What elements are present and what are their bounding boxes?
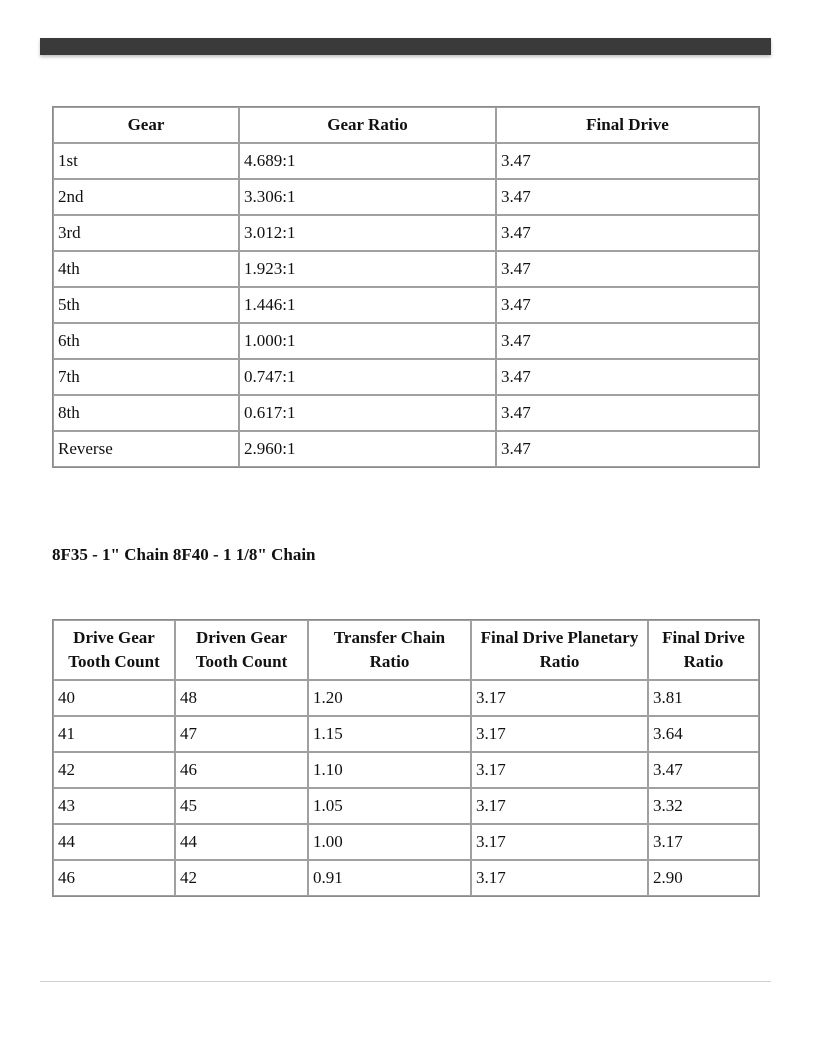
column-header-final-drive-planetary [471,620,648,680]
table-row [53,179,759,215]
cell-gear-ratio: 3.306:1 [239,179,496,215]
header-line: Final Drive [662,628,745,647]
header-line: Tooth Count [195,652,288,671]
table-header-row [53,107,759,143]
header-line: Final Drive Planetary [480,628,639,647]
cell-final-drive-ratio: 2.90 [648,860,759,896]
column-header-driven-gear [175,620,308,680]
cell-drive-gear: 44 [53,824,175,860]
column-header-drive-gear [53,620,175,680]
cell-planetary-ratio: 3.17 [471,860,648,896]
cell-final-drive-ratio: 3.81 [648,680,759,716]
cell-final-drive: 3.47 [496,359,759,395]
section-heading: 8F35 - 1" Chain 8F40 - 1 1/8" Chain [52,545,316,564]
cell-gear: 1st [53,143,239,179]
cell-drive-gear: 43 [53,788,175,824]
cell-gear-ratio: 0.747:1 [239,359,496,395]
header-bar [40,38,771,55]
header-line: Tooth Count [68,652,160,671]
cell-final-drive: 3.47 [496,431,759,467]
cell-final-drive-ratio: 3.64 [648,716,759,752]
table-row [53,788,759,824]
cell-final-drive-ratio: 3.32 [648,788,759,824]
header-line: Driven Gear [195,628,288,647]
table-row [53,323,759,359]
cell-final-drive-ratio: 3.47 [648,752,759,788]
cell-driven-gear: 44 [175,824,308,860]
cell-gear: 2nd [53,179,239,215]
cell-drive-gear: 41 [53,716,175,752]
cell-gear-ratio: 1.000:1 [239,323,496,359]
table-row [53,824,759,860]
table-row [53,716,759,752]
cell-drive-gear: 40 [53,680,175,716]
cell-final-drive: 3.47 [496,215,759,251]
cell-planetary-ratio: 3.17 [471,680,648,716]
cell-planetary-ratio: 3.17 [471,716,648,752]
column-header-final-drive-ratio [648,620,759,680]
cell-gear: 7th [53,359,239,395]
cell-planetary-ratio: 3.17 [471,824,648,860]
cell-gear-ratio: 2.960:1 [239,431,496,467]
cell-drive-gear: 46 [53,860,175,896]
cell-driven-gear: 48 [175,680,308,716]
table-row [53,431,759,467]
cell-driven-gear: 45 [175,788,308,824]
header-line: Ratio [539,652,580,671]
header-line: Ratio [369,652,410,671]
cell-transfer-chain: 1.20 [308,680,471,716]
column-header-final-drive: Final Drive [496,107,759,143]
column-header-gear-ratio: Gear Ratio [239,107,496,143]
column-header-transfer-chain [308,620,471,680]
table-header-row [53,620,759,680]
table-row [53,359,759,395]
table-row [53,287,759,323]
cell-final-drive: 3.47 [496,323,759,359]
cell-final-drive: 3.47 [496,179,759,215]
table-row [53,680,759,716]
cell-final-drive: 3.47 [496,143,759,179]
cell-gear: 3rd [53,215,239,251]
cell-gear-ratio: 3.012:1 [239,215,496,251]
cell-drive-gear: 42 [53,752,175,788]
table-row [53,215,759,251]
cell-transfer-chain: 1.00 [308,824,471,860]
cell-gear-ratio: 1.446:1 [239,287,496,323]
transfer-chain-table [52,619,760,897]
cell-gear-ratio: 4.689:1 [239,143,496,179]
header-line: Drive Gear [73,628,155,647]
header-line: Ratio [683,652,724,671]
cell-transfer-chain: 0.91 [308,860,471,896]
cell-driven-gear: 47 [175,716,308,752]
cell-gear-ratio: 1.923:1 [239,251,496,287]
cell-transfer-chain: 1.15 [308,716,471,752]
cell-gear: Reverse [53,431,239,467]
cell-gear: 5th [53,287,239,323]
table-row [53,251,759,287]
cell-driven-gear: 42 [175,860,308,896]
cell-transfer-chain: 1.05 [308,788,471,824]
cell-gear-ratio: 0.617:1 [239,395,496,431]
cell-final-drive: 3.47 [496,287,759,323]
cell-planetary-ratio: 3.17 [471,788,648,824]
gear-ratio-table [52,106,760,468]
cell-transfer-chain: 1.10 [308,752,471,788]
cell-final-drive-ratio: 3.17 [648,824,759,860]
table-row [53,860,759,896]
table-row [53,143,759,179]
table-row [53,752,759,788]
cell-planetary-ratio: 3.17 [471,752,648,788]
cell-final-drive: 3.47 [496,395,759,431]
cell-driven-gear: 46 [175,752,308,788]
cell-final-drive: 3.47 [496,251,759,287]
header-line: Transfer Chain [333,628,446,647]
column-header-gear: Gear [53,107,239,143]
table-row [53,395,759,431]
cell-gear: 6th [53,323,239,359]
footer-divider [40,981,771,982]
cell-gear: 4th [53,251,239,287]
cell-gear: 8th [53,395,239,431]
